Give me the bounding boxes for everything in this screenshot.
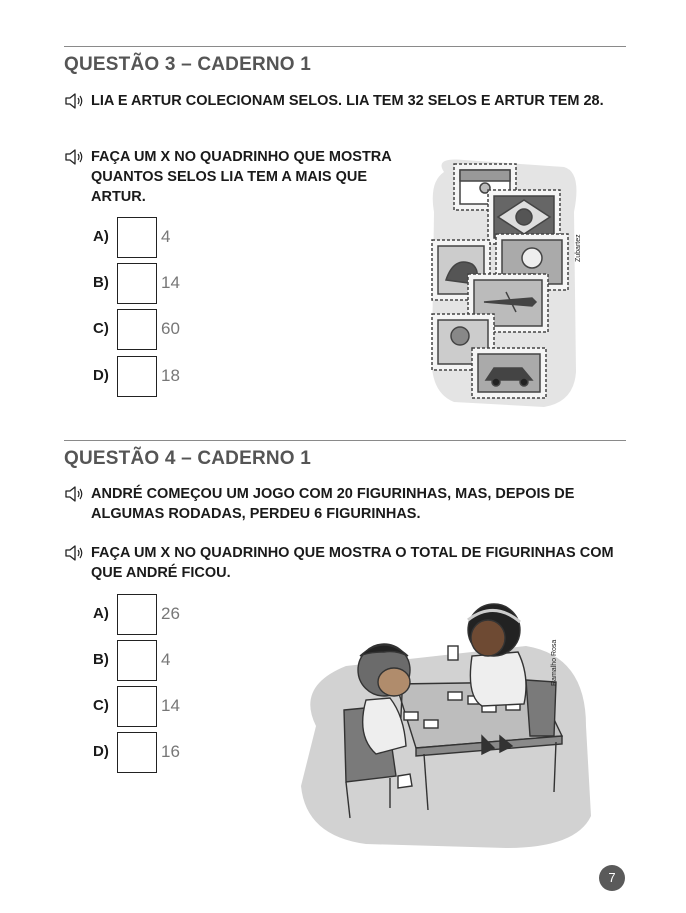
answer-checkbox[interactable] [117,640,157,681]
illustration-credit: Zubartez [575,234,582,262]
option-label: B) [93,651,109,668]
option-value: 4 [161,650,171,669]
speaker-icon[interactable] [64,149,84,165]
answer-checkbox[interactable] [117,732,157,773]
option-value: 14 [161,273,180,292]
instruction-post: NO QUADRINHO QUE MOSTRA QUANTOS SELOS LIA TEM A MAIS QUE ARTUR. [91,149,392,205]
question-4-title: QUESTÃO 4 – CADERNO 1 [64,448,312,469]
answer-checkbox[interactable] [117,217,157,258]
instruction-pre: FAÇA UM [91,545,161,561]
question-3-statement [64,91,624,111]
illustration-credit: Ramalho Rosa [551,639,558,686]
question-3-title: QUESTÃO 3 – CADERNO 1 [64,54,312,75]
instruction-text [91,543,624,583]
option-label: A) [93,228,109,245]
option-label: A) [93,605,109,622]
section-divider [64,440,626,441]
option-label: C) [93,697,109,714]
stamps-illustration [424,152,584,412]
option-label: C) [93,320,109,337]
speaker-icon[interactable] [64,93,84,109]
answer-checkbox[interactable] [117,686,157,727]
speaker-icon[interactable] [64,545,84,561]
answer-checkbox[interactable] [117,263,157,304]
section-divider [64,46,626,47]
option-label: B) [93,274,109,291]
statement-text: LIA E ARTUR COLECIONAM SELOS. LIA TEM 32 SELOS E ARTUR TEM 28. [91,93,604,109]
question-4-instruction [64,543,624,583]
answer-checkbox[interactable] [117,594,157,635]
answer-checkbox[interactable] [117,309,157,350]
instruction-text [91,147,394,207]
statement-text: ANDRÉ COMEÇOU UM JOGO COM 20 FIGURINHAS, MAS, DEPOIS DE ALGUMAS RODADAS, PERDEU 6 FIGURINHAS. [91,486,575,522]
instruction-x-mark: X [160,149,171,165]
option-value: 60 [161,319,180,338]
option-label: D) [93,367,109,384]
option-value: 26 [161,604,180,623]
option-value: 18 [161,366,180,385]
speaker-icon[interactable] [64,486,84,502]
instruction-pre: FAÇA UM [91,149,161,165]
answer-checkbox[interactable] [117,356,157,397]
option-value: 16 [161,742,180,761]
option-value: 4 [161,227,171,246]
question-4-statement [64,484,624,524]
option-value: 14 [161,696,180,715]
question-3-instruction [64,147,394,207]
instruction-x-mark: X [160,545,171,561]
kids-card-game-illustration [286,586,598,854]
option-label: D) [93,743,109,760]
instruction-post: NO QUADRINHO QUE MOSTRA O TOTAL DE FIGURINHAS COM QUE ANDRÉ FICOU. [91,545,614,581]
page-number: 7 [599,865,625,891]
